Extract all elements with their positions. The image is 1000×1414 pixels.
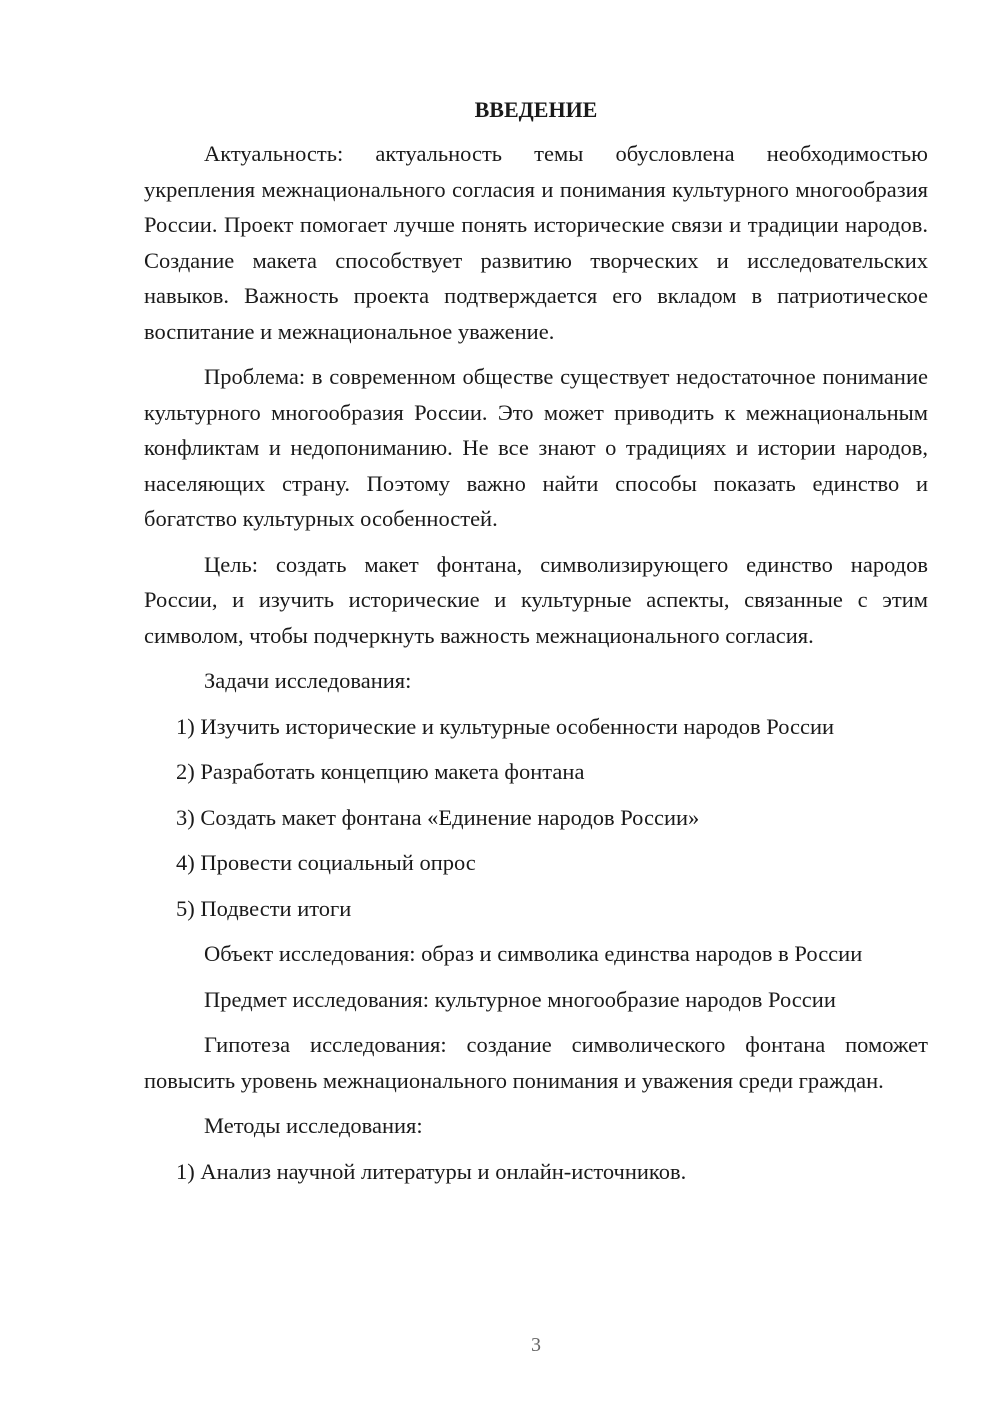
tasks-title: Задачи исследования: [204, 668, 412, 693]
task-item: 5) Подвести итоги [176, 895, 352, 921]
object-paragraph: Объект исследования: образ и символика единства народов в России [204, 941, 863, 966]
subject-paragraph: Предмет исследования: культурное многообразие народов России [204, 986, 836, 1012]
task-item: 2) Разработать концепцию макета фонтана [176, 759, 585, 784]
method-item: 1) Анализ научной литературы и онлайн-источников. [176, 1158, 687, 1184]
page-heading: ВВЕДЕНИЕ [474, 97, 598, 122]
relevance-paragraph: Актуальность: актуальность темы обусловлена необходимостью укрепления межнационального согласия и понимания культурного многообразия России. Проект помогает лучше понять исторические связи и традиции народов. Создание макета способствует развитию творческих и исследовательских навыков. Важность проекта подтверждается его вкладом в патриотическое воспитание и межнациональное уважение. [144, 141, 928, 344]
goal-paragraph: Цель: создать макет фонтана, символизирующего единство народов России, и изучить исторические и культурные аспекты, связанные с этим символом, чтобы подчеркнуть важность межнационального согласия. [144, 551, 928, 648]
task-item: 1) Изучить исторические и культурные особенности народов России [176, 713, 835, 739]
page-number: 3 [531, 1334, 541, 1356]
hypothesis-paragraph: Гипотеза исследования: создание символического фонтана поможет повысить уровень межнационального понимания и уважения среди граждан. [144, 1032, 928, 1093]
task-item: 4) Провести социальный опрос [176, 850, 476, 875]
task-item: 3) Создать макет фонтана «Единение народов России» [176, 804, 700, 830]
page-content [144, 94, 928, 1199]
methods-title: Методы исследования: [204, 1113, 423, 1138]
problem-paragraph: Проблема: в современном обществе существует недостаточное понимание культурного многообразия России. Это может приводить к межнациональным конфликтам и недопониманию. Не все знают о традициях и истории народов, населяющих страну. Поэтому важно найти способы показать единство и богатство культурных особенностей. [144, 364, 928, 531]
